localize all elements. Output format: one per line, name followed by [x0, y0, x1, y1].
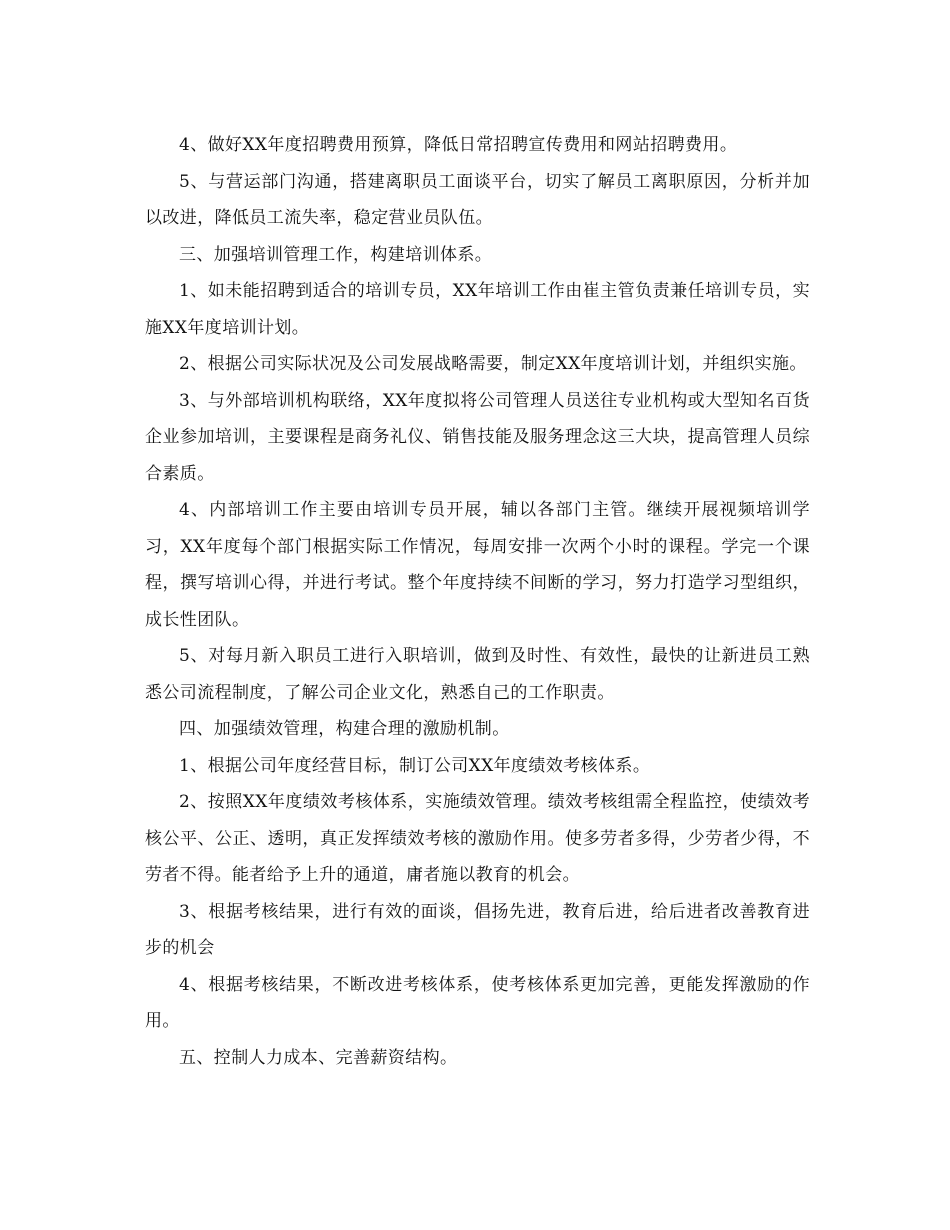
document-body — [145, 127, 810, 1076]
paragraph-training-specialist: 1、如未能招聘到适合的培训专员，XX年培训工作由崔主管负责兼任培训专员，实施XX年度培训计划。 — [145, 281, 810, 338]
paragraph-performance-management: 2、按照XX年度绩效考核体系，实施绩效管理。绩效考核组需全程监控，使绩效考核公平、公正、透明，真正发挥绩效考核的激励作用。使多劳者多得，少劳者少得，不劳者不得。能者给予上升的通道，庸者施以教育的机会。 — [145, 792, 810, 885]
paragraph-performance-system: 1、根据公司年度经营目标，制订公司XX年度绩效考核体系。 — [179, 755, 651, 776]
paragraph-assessment-improvement: 4、根据考核结果，不断改进考核体系，使考核体系更加完善，更能发挥激励的作用。 — [145, 974, 810, 1031]
paragraph-exit-interview: 5、与营运部门沟通，搭建离职员工面谈平台，切实了解员工离职原因，分析并加以改进，降低员工流失率，稳定营业员队伍。 — [145, 171, 810, 228]
paragraph-assessment-interview: 3、根据考核结果，进行有效的面谈，倡扬先进，教育后进，给后进者改善教育进步的机会 — [145, 901, 810, 958]
paragraph-internal-training: 4、内部培训工作主要由培训专员开展，辅以各部门主管。继续开展视频培训学习，XX年度每个部门根据实际工作情况，每周安排一次两个小时的课程。学完一个课程，撰写培训心得，并进行考试。整个年度持续不间断的学习，努力打造学习型组织，成长性团队。 — [145, 500, 810, 630]
section-heading-performance: 四、加强绩效管理，构建合理的激励机制。 — [179, 719, 510, 739]
section-heading-labor-cost: 五、控制人力成本、完善薪资结构。 — [179, 1047, 458, 1068]
paragraph-training-plan: 2、根据公司实际状况及公司发展战略需要，制定XX年度培训计划，并组织实施。 — [179, 354, 807, 374]
paragraph-recruitment-budget: 4、做好XX年度招聘费用预算，降低日常招聘宣传费用和网站招聘费用。 — [179, 135, 738, 155]
paragraph-onboarding-training: 5、对每月新入职员工进行入职培训，做到及时性、有效性，最快的让新进员工熟悉公司流程制度，了解公司企业文化，熟悉自己的工作职责。 — [145, 646, 810, 703]
paragraph-external-training: 3、与外部培训机构联络，XX年度拟将公司管理人员送往专业机构或大型知名百货企业参加培训，主要课程是商务礼仪、销售技能及服务理念这三大块，提高管理人员综合素质。 — [145, 390, 810, 484]
section-heading-training: 三、加强培训管理工作，构建培训体系。 — [179, 244, 493, 265]
